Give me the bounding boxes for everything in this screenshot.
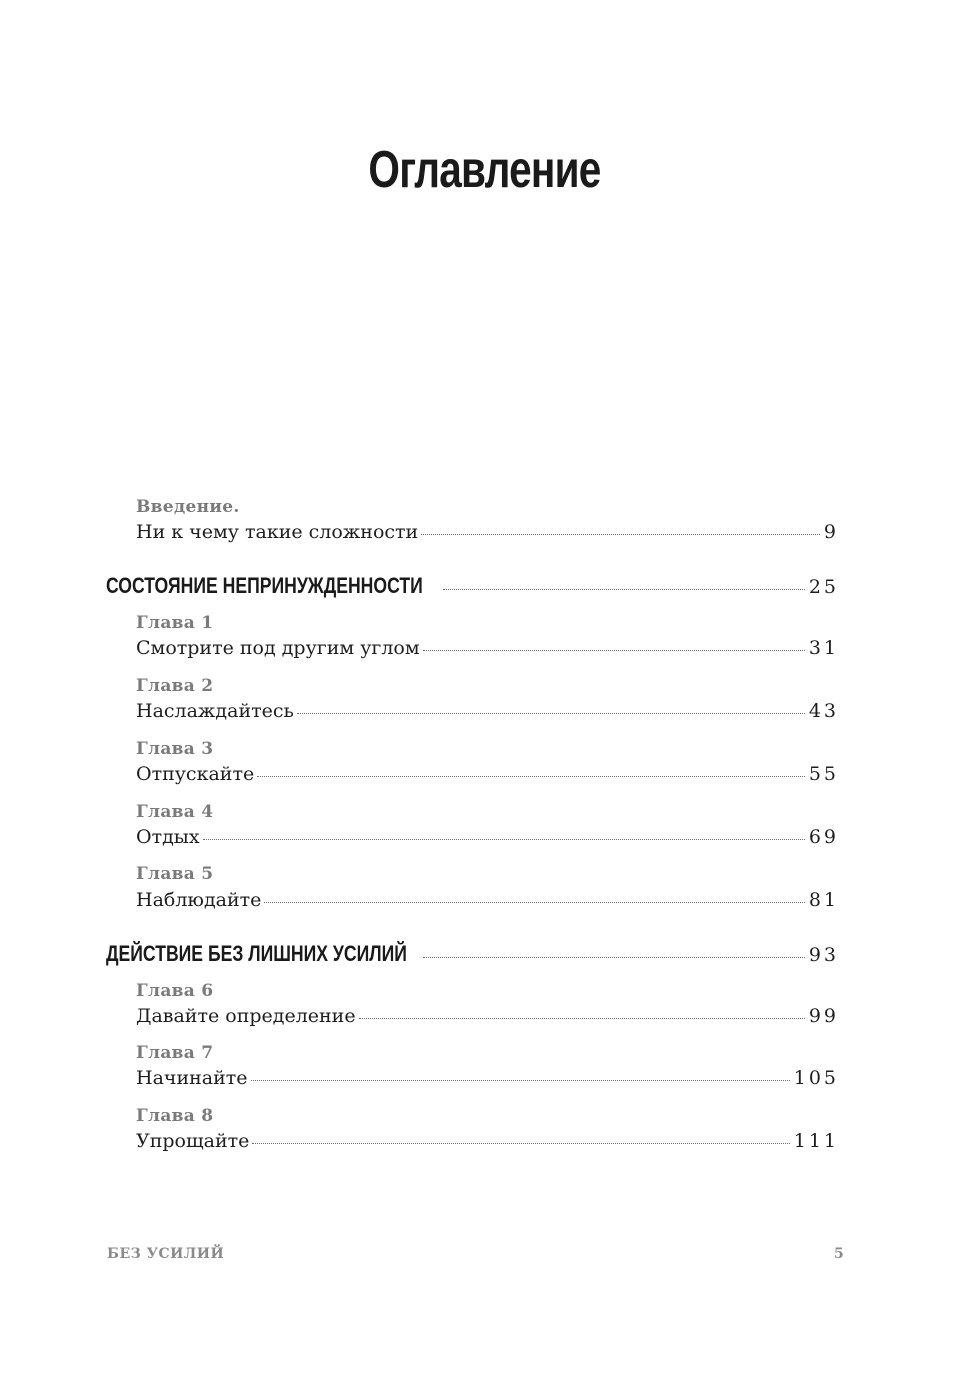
entry-page-number: 99 (808, 1005, 839, 1027)
entry-title: Отпускайте (136, 763, 255, 785)
toc-entry-chapter-5[interactable] (136, 889, 839, 911)
dot-leader (264, 902, 804, 903)
part-page-number: 25 (808, 576, 839, 598)
entry-page-number: 9 (823, 521, 839, 543)
running-footer-title: БЕЗ УСИЛИЙ (107, 1246, 225, 1262)
footer-page-number: 5 (834, 1246, 844, 1262)
entry-title: Смотрите под другим углом (136, 637, 420, 659)
toc-entry-chapter-2[interactable] (136, 700, 839, 722)
part-page-number: 93 (808, 944, 839, 966)
dot-leader (297, 713, 805, 714)
entry-page-number: 69 (808, 826, 839, 848)
toc-entry-chapter-6[interactable] (136, 1005, 839, 1027)
chapter-label: Глава 4 (136, 802, 214, 822)
intro-label: Введение. (136, 497, 240, 517)
page-title: Оглавление (368, 141, 601, 199)
chapter-label: Глава 8 (136, 1106, 214, 1126)
entry-page-number: 43 (808, 700, 839, 722)
dot-leader (421, 534, 820, 535)
dot-leader (251, 1080, 790, 1081)
entry-title: Упрощайте (136, 1130, 250, 1152)
toc-entry-chapter-1[interactable] (136, 637, 839, 659)
entry-page-number: 31 (808, 637, 839, 659)
toc-part-2[interactable] (106, 941, 839, 967)
toc-entry-intro[interactable] (136, 521, 839, 543)
dot-leader (423, 957, 805, 958)
chapter-label: Глава 2 (136, 676, 214, 696)
dot-leader (257, 776, 805, 777)
entry-page-number: 55 (808, 763, 839, 785)
entry-title: Отдых (136, 826, 200, 848)
toc-entry-chapter-7[interactable] (136, 1067, 839, 1089)
dot-leader (359, 1018, 805, 1019)
entry-page-number: 105 (793, 1067, 839, 1089)
part-title: СОСТОЯНИЕ НЕПРИНУЖДЕННОСТИ (106, 573, 423, 598)
entry-title: Наблюдайте (136, 889, 262, 911)
dot-leader (443, 589, 805, 590)
chapter-label: Глава 3 (136, 739, 214, 759)
dot-leader (252, 1143, 789, 1144)
toc-entry-chapter-8[interactable] (136, 1130, 839, 1152)
chapter-label: Глава 6 (136, 981, 214, 1001)
entry-title: Давайте определение (136, 1005, 356, 1027)
chapter-label: Глава 5 (136, 864, 214, 884)
dot-leader (423, 650, 805, 651)
chapter-label: Глава 1 (136, 613, 214, 633)
toc-entry-chapter-4[interactable] (136, 826, 839, 848)
part-title: ДЕЙСТВИЕ БЕЗ ЛИШНИХ УСИЛИЙ (106, 941, 407, 966)
dot-leader (203, 839, 805, 840)
toc-part-1[interactable] (106, 573, 839, 599)
chapter-label: Глава 7 (136, 1043, 214, 1063)
toc-entry-chapter-3[interactable] (136, 763, 839, 785)
entry-title: Ни к чему такие сложности (136, 521, 419, 543)
entry-page-number: 81 (808, 889, 839, 911)
entry-title: Начинайте (136, 1067, 248, 1089)
entry-title: Наслаждайтесь (136, 700, 294, 722)
entry-page-number: 111 (793, 1130, 839, 1152)
